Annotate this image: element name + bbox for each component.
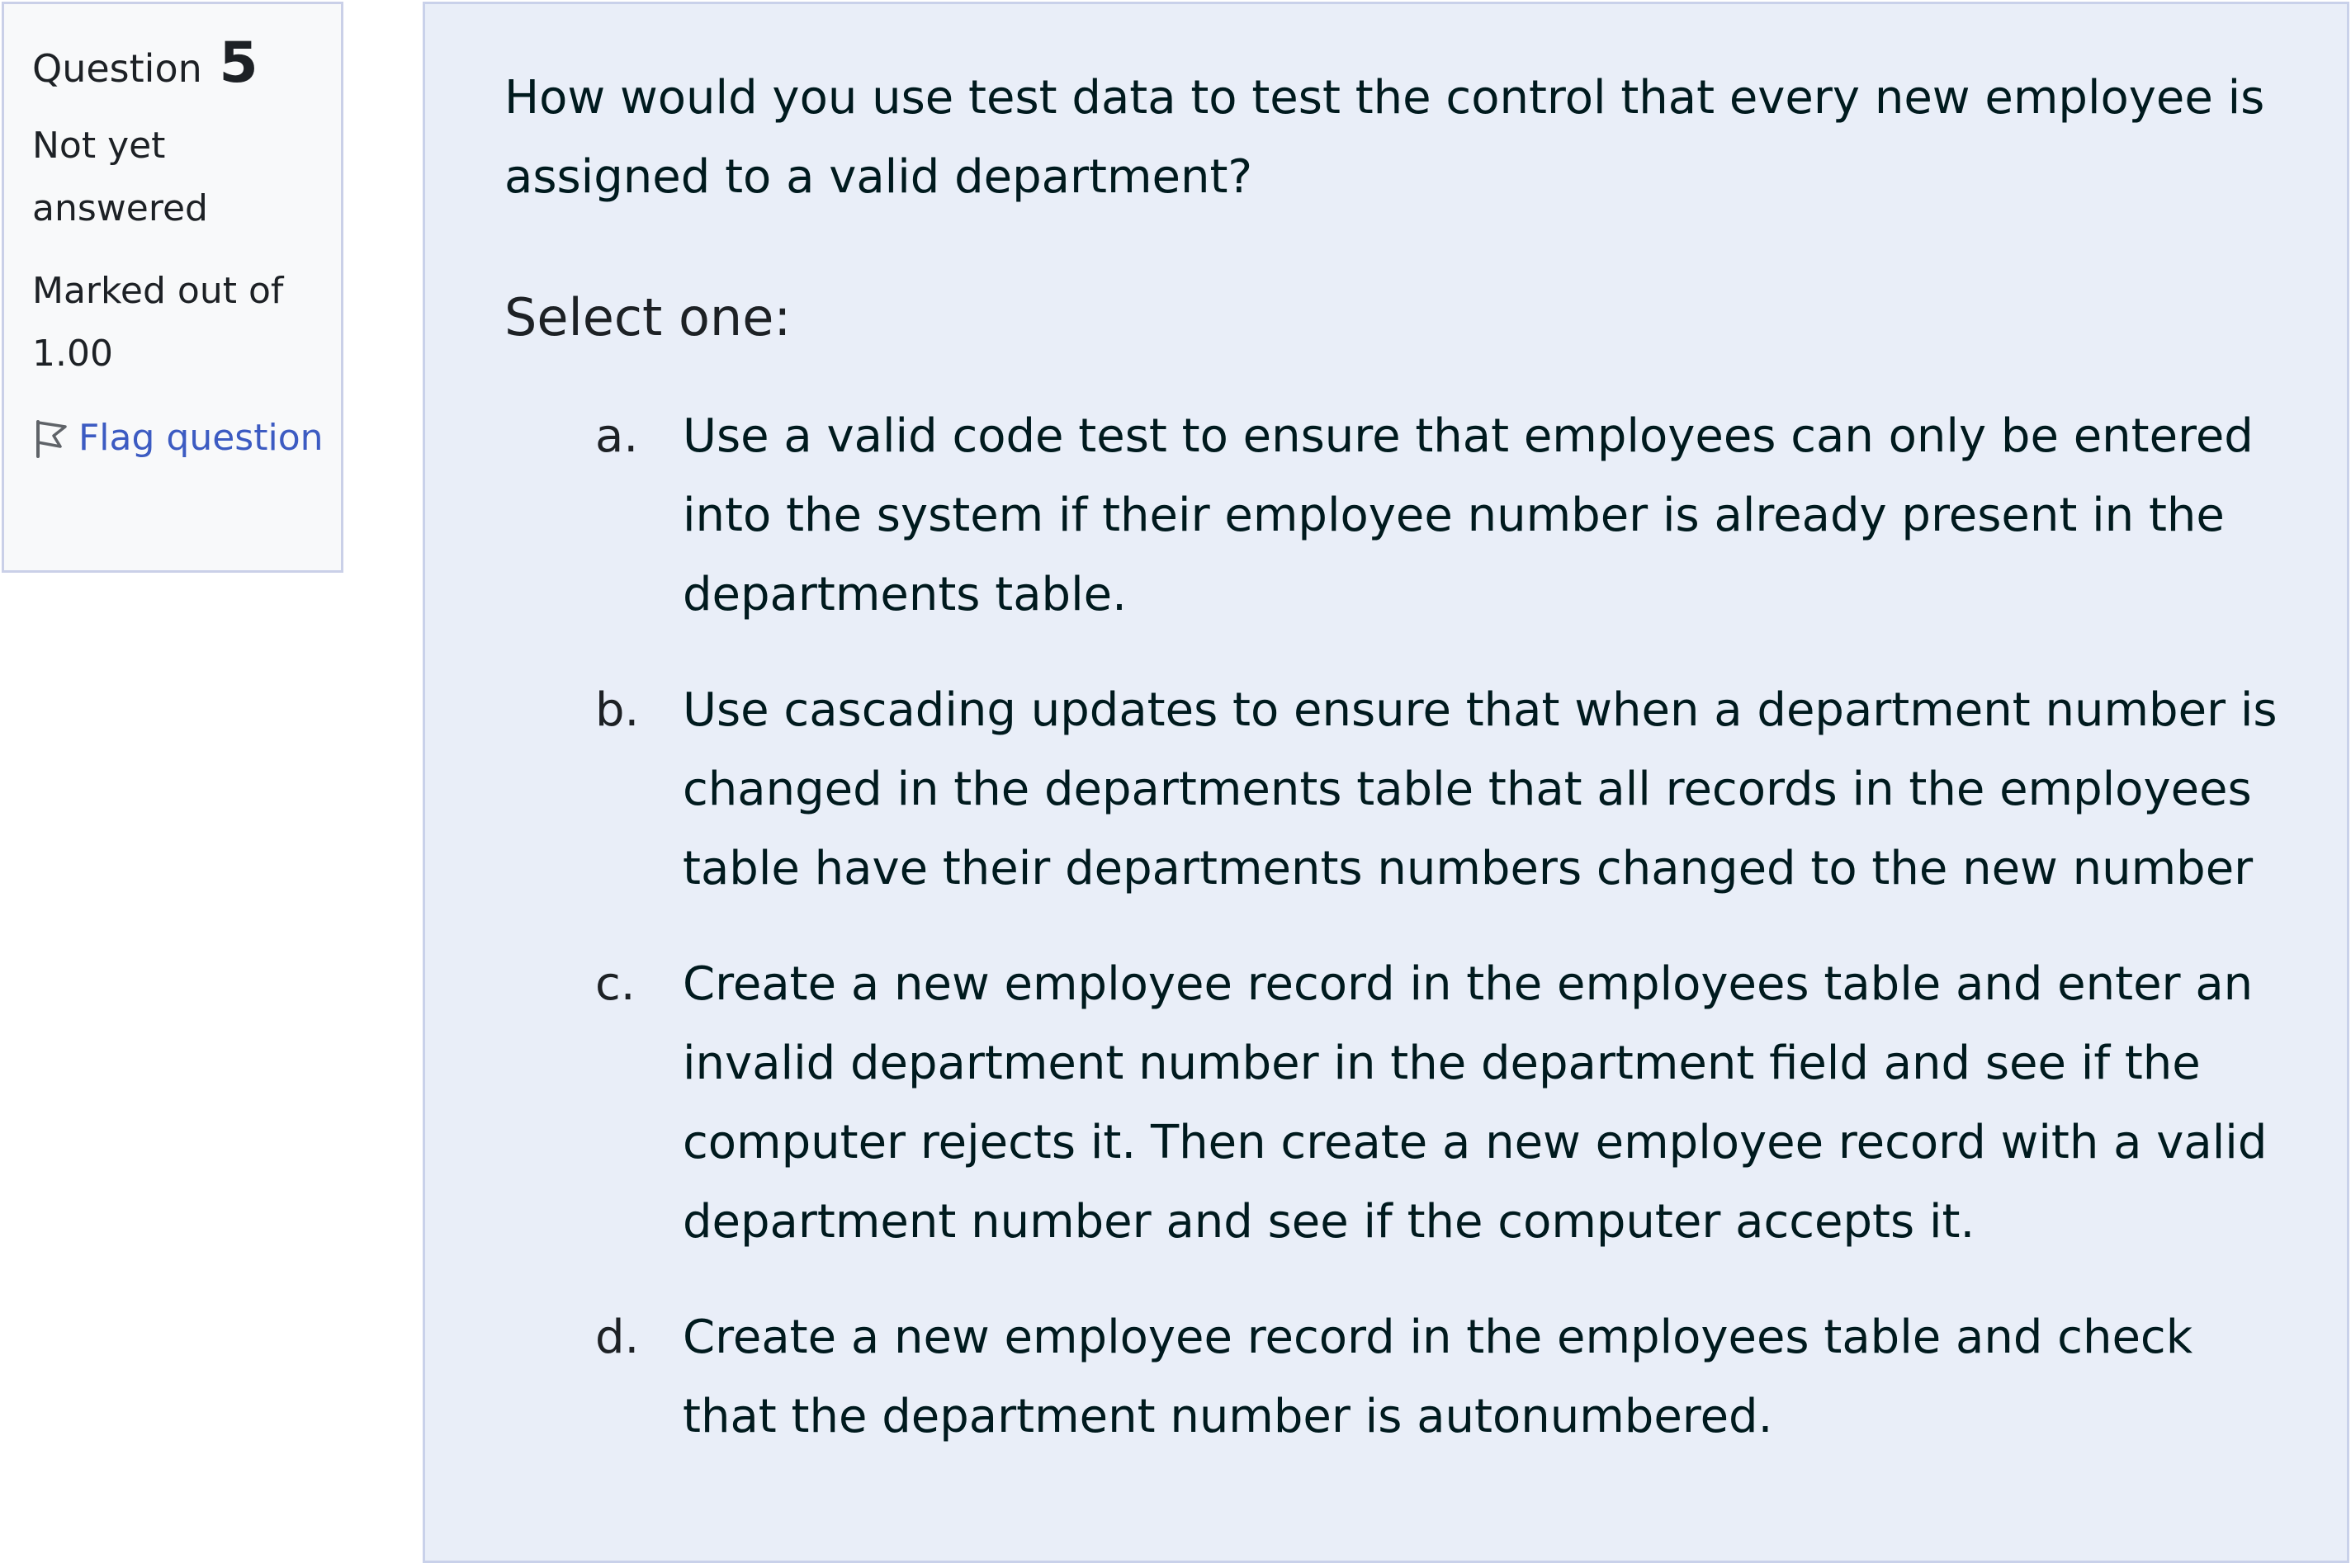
- question-label: Question: [32, 46, 202, 91]
- answer-option-c[interactable]: [595, 945, 2297, 1262]
- answer-list: [504, 397, 2297, 1457]
- question-grade: Marked out of 1.00: [32, 270, 284, 375]
- answer-text: Create a new employee record in the employees table and check that the department number is autonumbered.: [683, 1311, 2193, 1443]
- select-one-prompt: Select one:: [504, 287, 792, 347]
- answer-option-a[interactable]: [595, 397, 2297, 635]
- answer-letter: c.: [595, 957, 636, 1011]
- flag-question-link[interactable]: [32, 405, 329, 471]
- question-info-panel: [2, 2, 343, 573]
- question-state: Not yet answered: [32, 125, 208, 229]
- answer-text: Create a new employee record in the employees table and enter an invalid department number in the department field and see if the computer rejects it. Then create a new employee record with a valid department number and see if the computer accepts it.: [683, 957, 2268, 1249]
- answer-option-d[interactable]: [595, 1298, 2297, 1457]
- answer-text: Use a valid code test to ensure that employees can only be entered into the system if their employee number is already present in the departments table.: [683, 409, 2254, 621]
- question-number: 5: [219, 31, 258, 96]
- flag-icon: [32, 415, 70, 458]
- answer-letter: d.: [595, 1311, 640, 1364]
- question-content-panel: [423, 2, 2349, 1563]
- flag-question-label: Flag question: [78, 417, 324, 459]
- answer-letter: b.: [595, 683, 640, 737]
- answer-option-b[interactable]: [595, 671, 2297, 909]
- answer-text: Use cascading updates to ensure that when a department number is changed in the departments table that all records in the employees table have their departments numbers changed to the new number: [683, 683, 2278, 895]
- question-number-heading: [32, 29, 341, 103]
- question-text: How would you use test data to test the control that every new employee is assigned to a valid department?: [504, 71, 2265, 204]
- answer-letter: a.: [595, 409, 639, 463]
